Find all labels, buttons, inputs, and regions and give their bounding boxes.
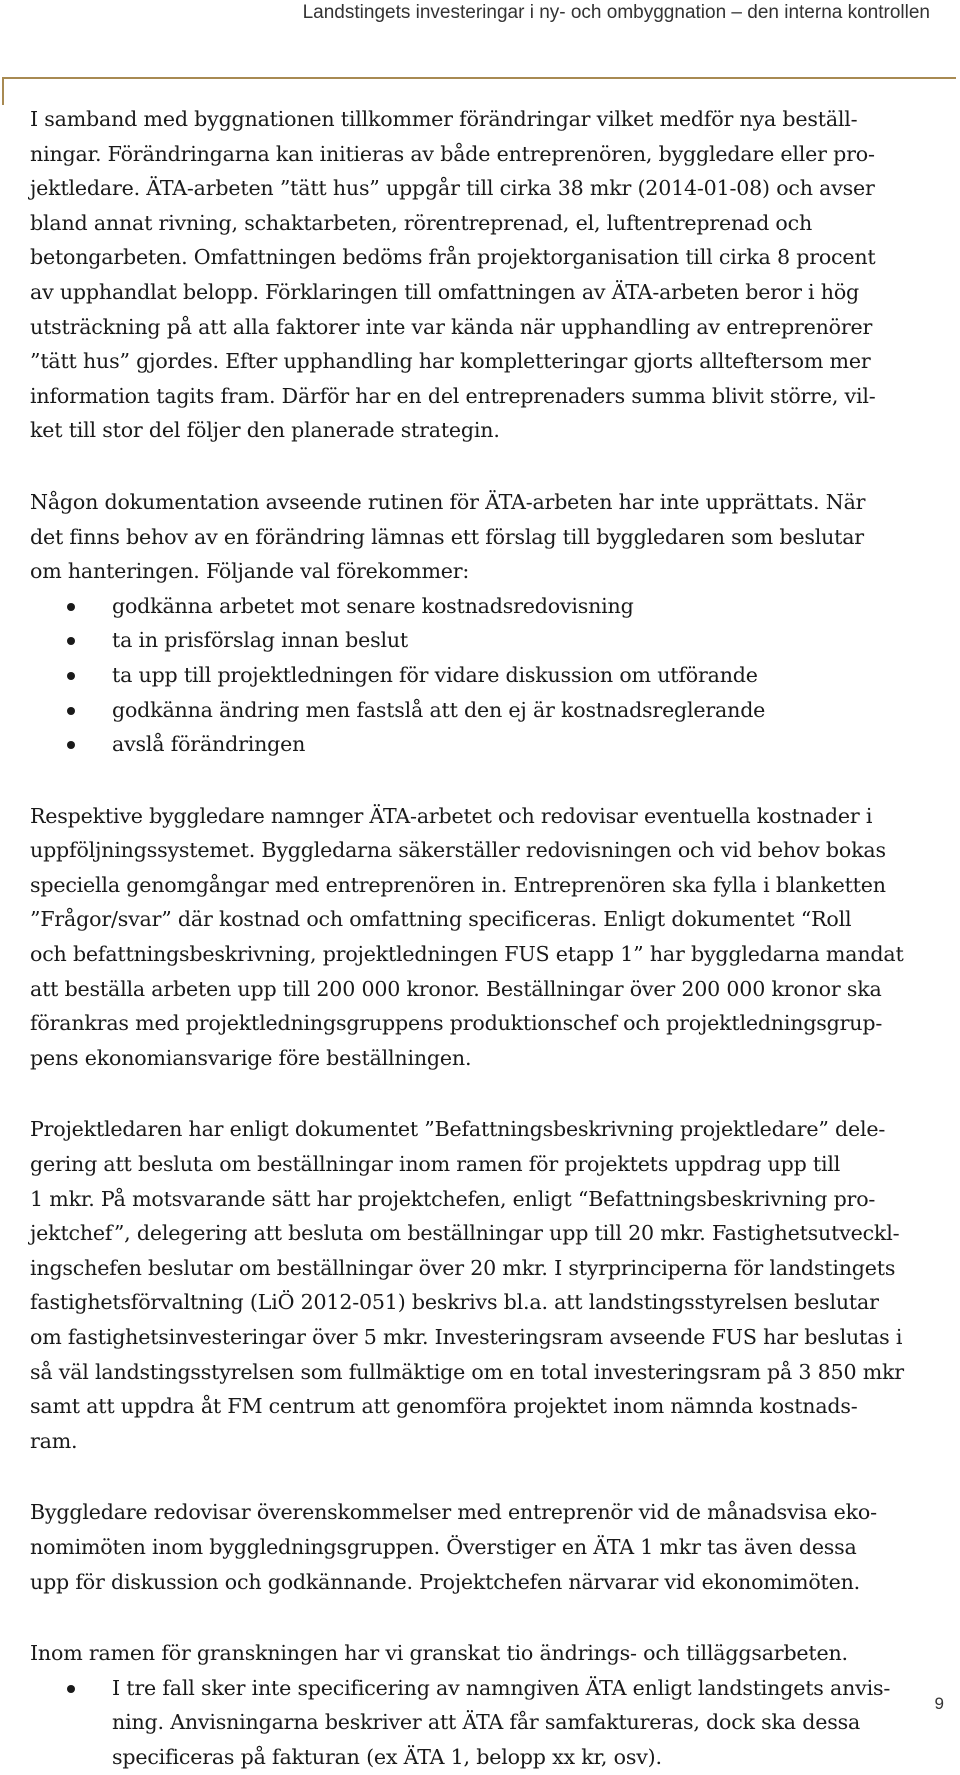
list-item: godkänna arbetet mot senare kostnadsredovisning bbox=[30, 589, 960, 624]
bullet-list-findings bbox=[30, 1671, 960, 1775]
bullet-icon bbox=[67, 741, 75, 749]
list-item: ta in prisförslag innan beslut bbox=[30, 623, 960, 658]
document-body bbox=[30, 102, 960, 1775]
paragraph-economy-meetings: Byggledare redovisar överenskommelser med entreprenör vid de månadsvisa eko- nomimöten inom byggledningsgruppen. Överstiger en ÄTA 1 mkr tas även dessa upp för diskussion och godkännande. Projektchefen närvarar vid ekonomimöten. bbox=[30, 1500, 877, 1594]
paragraph-reporting: Respektive byggledare namnger ÄTA-arbetet och redovisar eventuella kostnader i uppföljningssystemet. Byggledarna säkerställer redovisningen och vid behov bokas speciella genomgångar med entreprenören in. Entreprenören ska fylla i blanketten ”Frågor/svar” där kostnad och omfattning specificeras. Enligt dokumentet “Roll och befattningsbeskrivning, projektledningen FUS etapp 1” har byggledarna mandat att beställa arbeten upp till 200 000 kronor. Beställningar över 200 000 kronor ska förankras med projektledningsgruppens produktionschef och projektledningsgrup- pens ekonomiansvarige före beställningen. bbox=[30, 803, 904, 1070]
page-header-title: Landstingets investeringar i ny- och ombyggnation – den interna kontrollen bbox=[302, 2, 930, 23]
list-item: godkänna ändring men fastslå att den ej är kostnadsreglerande bbox=[30, 693, 960, 728]
bullet-list-options bbox=[30, 589, 960, 762]
bullet-icon bbox=[67, 603, 75, 611]
page-number: 9 bbox=[934, 1694, 944, 1713]
paragraph-review: Inom ramen för granskningen har vi granskat tio ändrings- och tilläggsarbeten. bbox=[30, 1641, 848, 1666]
list-item: ta upp till projektledningen för vidare diskussion om utförande bbox=[30, 658, 960, 693]
bullet-icon bbox=[67, 707, 75, 715]
list-item: avslå förändringen bbox=[30, 727, 960, 762]
bullet-icon bbox=[67, 672, 75, 680]
header-rule bbox=[2, 77, 956, 79]
paragraph-ata-changes: I samband med byggnationen tillkommer förändringar vilket medför nya beställ- ningar. Förändringarna kan initieras av både entreprenören, byggledare eller pro- jektledare. ÄTA-arbeten ”tätt hus” uppgår till cirka 38 mkr (2014-01-08) och avser bland annat rivning, schaktarbeten, rörentreprenad, el, luftentreprenad och betongarbeten. Omfattningen bedöms från projektorganisation till cirka 8 procent av upphandlat belopp. Förklaringen till omfattningen av ÄTA-arbeten beror i hög utsträckning på att alla faktorer inte var kända när upphandling av entreprenörer ”tätt hus” gjordes. Efter upphandling har kompletteringar gjorts allteftersom mer information tagits fram. Därför har en del entreprenaders summa blivit större, vil- ket till stor del följer den planerade strategin. bbox=[30, 107, 876, 443]
paragraph-delegation: Projektledaren har enligt dokumentet ”Befattningsbeskrivning projektledare” dele- gering att besluta om beställningar inom ramen för projektets uppdrag upp till 1 mkr. På motsvarande sätt har projektchefen, enligt “Befattningsbeskrivning pro- jektchef”, delegering att besluta om beställningar upp till 20 mkr. Fastighetsutveckl- ingschefen beslutar om beställningar över 20 mkr. I styrprinciperna för landstingets fastighetsförvaltning (LiÖ 2012-051) beskrivs bl.a. att landstingsstyrelsen beslutar om fastighetsinvesteringar över 5 mkr. Investeringsram avseende FUS har beslutas i så väl landstingsstyrelsen som fullmäktige om en total investeringsram på 3 850 mkr samt att uppdra åt FM centrum att genomföra projektet inom nämnda kostnads- ram. bbox=[30, 1117, 904, 1453]
list-item: I tre fall sker inte specificering av namngiven ÄTA enligt landstingets anvis- ning. Anvisningarna beskriver att ÄTA får samfaktureras, dock ska dessa specificeras på fakturan (ex ÄTA 1, belopp xx kr, osv). bbox=[30, 1671, 960, 1775]
paragraph-documentation: Någon dokumentation avseende rutinen för ÄTA-arbeten har inte upprättats. När det finns behov av en förändring lämnas ett förslag till byggledaren som beslutar om hanteringen. Följande val förekommer: bbox=[30, 489, 866, 584]
bullet-icon bbox=[67, 1685, 75, 1693]
bullet-icon bbox=[67, 637, 75, 645]
header-corner-mark bbox=[2, 77, 4, 105]
